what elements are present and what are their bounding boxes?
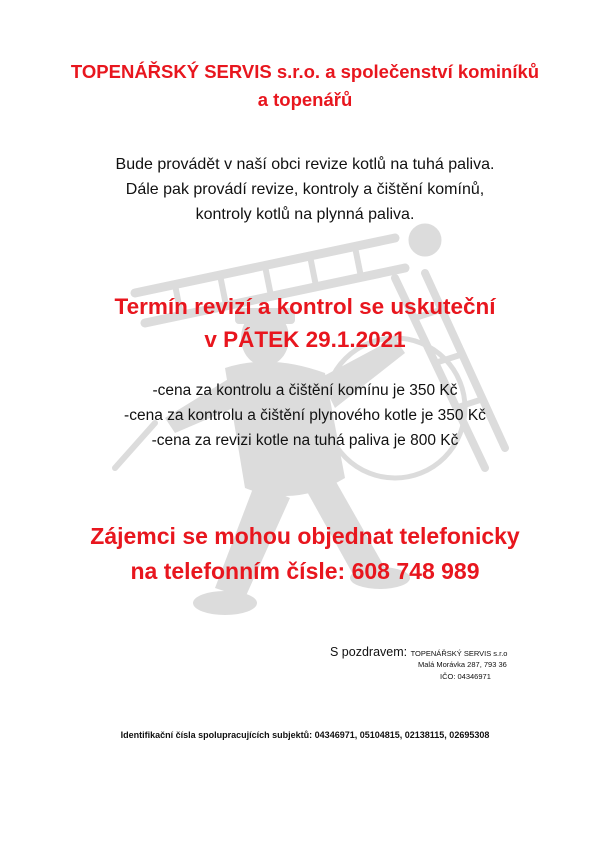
call-line-2: na telefonním čísle: 608 748 989 <box>130 558 480 584</box>
signature-block <box>330 645 560 683</box>
signature-line <box>330 645 560 659</box>
price-item: -cena za kontrolu a čištění komínu je 350 Kč <box>152 382 458 399</box>
price-item: -cena za kontrolu a čištění plynového kotle je 350 Kč <box>124 407 486 424</box>
term-line-1: Termín revizí a kontrol se uskuteční <box>114 294 496 319</box>
footer-ids: Identifikační čísla spolupracujících subjektů: 04346971, 05104815, 02138115, 02695308 <box>120 730 490 740</box>
intro-line-3: kontroly kotlů na plynná paliva. <box>195 206 415 223</box>
company-heading-line-2: a topenářů <box>257 89 353 110</box>
signature-ico: IČO: 04346971 <box>440 672 491 681</box>
call-line-1: Zájemci se mohou objednat telefonicky <box>90 523 520 549</box>
signature-address: Malá Morávka 287, 793 36 <box>418 660 507 669</box>
intro-text <box>0 152 610 227</box>
signature-greeting: S pozdravem: <box>330 645 408 659</box>
call-to-action <box>0 519 610 589</box>
price-list <box>0 378 610 453</box>
term-line-2: v PÁTEK 29.1.2021 <box>204 327 406 352</box>
company-heading-line-1: TOPENÁŘSKÝ SERVIS s.r.o. a společenství kominíků <box>70 61 540 82</box>
company-heading <box>0 58 610 114</box>
price-item: -cena za revizi kotle na tuhá paliva je 800 Kč <box>151 432 459 449</box>
term-heading <box>0 290 610 356</box>
signature-company: TOPENÁŘSKÝ SERVIS s.r.o <box>410 649 508 658</box>
intro-line-2: Dále pak provádí revize, kontroly a čištění komínů, <box>125 181 485 198</box>
intro-line-1: Bude provádět v naší obci revize kotlů na tuhá paliva. <box>115 156 495 173</box>
